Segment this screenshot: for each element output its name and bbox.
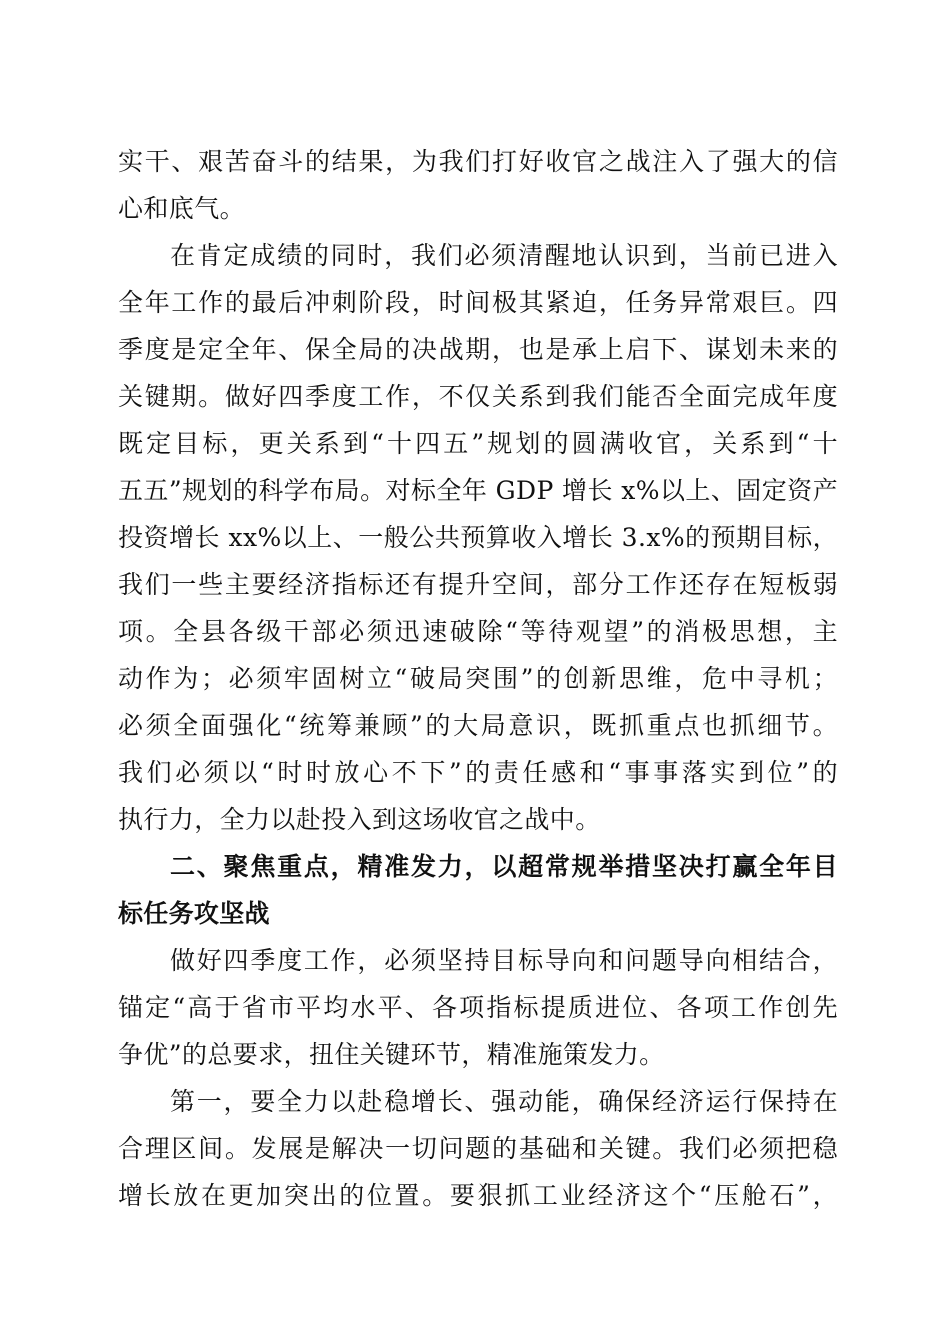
body-text-line: 实干、艰苦奋斗的结果，为我们打好收官之战注入了强大的信 [118,147,838,176]
body-text-line: 投资增长 xx%以上、一般公共预算收入增长 3.x%的预期目标， [118,523,838,552]
body-text-line: 做好四季度工作，必须坚持目标导向和问题导向相结合， [170,946,838,975]
body-text-line: 争优”的总要求，扭住关键环节，精准施策发力。 [118,1040,665,1069]
body-text-line: 全年工作的最后冲刺阶段，时间极其紧迫，任务异常艰巨。四 [118,288,838,317]
body-text-line: 关键期。做好四季度工作，不仅关系到我们能否全面完成年度 [118,382,838,411]
body-text-line: 执行力，全力以赴投入到这场收官之战中。 [118,805,601,834]
body-text-line: 既定目标，更关系到“十四五”规划的圆满收官，关系到“十 [118,429,838,458]
body-text-line: 季度是定全年、保全局的决战期，也是承上启下、谋划未来的 [118,335,838,364]
section-heading: 二、聚焦重点，精准发力，以超常规举措坚决打赢全年目 [170,852,838,881]
body-text-line: 必须全面强化“统筹兼顾”的大局意识，既抓重点也抓细节。 [118,711,838,740]
body-text-line: 在肯定成绩的同时，我们必须清醒地认识到，当前已进入 [170,241,838,270]
body-text-line: 第一，要全力以赴稳增长、强动能，确保经济运行保持在 [170,1087,838,1116]
body-text-line: 锚定“高于省市平均水平、各项指标提质进位、各项工作创先 [118,993,838,1022]
body-text-line: 心和底气。 [118,194,246,223]
body-text-line: 增长放在更加突出的位置。要狠抓工业经济这个“压舱石”， [118,1181,838,1210]
body-text-line: 动作为；必须牢固树立“破局突围”的创新思维，危中寻机； [118,664,838,693]
body-text-line: 项。全县各级干部必须迅速破除“等待观望”的消极思想，主 [118,617,838,646]
body-text-line: 我们必须以“时时放心不下”的责任感和“事事落实到位”的 [118,758,838,787]
body-text-line: 我们一些主要经济指标还有提升空间，部分工作还存在短板弱 [118,570,838,599]
section-heading-continued: 标任务攻坚战 [118,899,270,928]
body-text-line: 合理区间。发展是解决一切问题的基础和关键。我们必须把稳 [118,1134,838,1163]
body-text-line: 五五”规划的科学布局。对标全年 GDP 增长 x%以上、固定资产 [118,476,838,505]
